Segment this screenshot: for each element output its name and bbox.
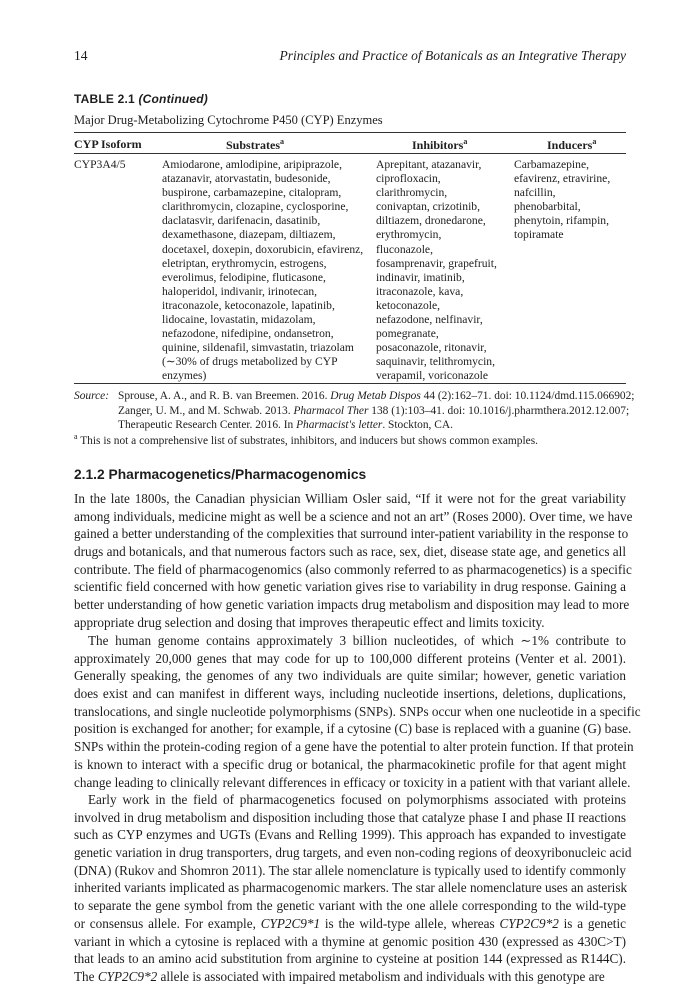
inhibitor-line: saquinavir, telithromycin, [376,355,495,369]
table-continued: (Continued) [138,92,208,106]
table-caption: Major Drug-Metabolizing Cytochrome P450 (CYP) Enzymes [74,113,383,127]
inhibitor-line: nefazodone, nelfinavir, [376,313,483,327]
inhibitor-line: ciprofloxacin, [376,172,441,186]
section-heading: 2.1.2 Pharmacogenetics/Pharmacogenomics [74,467,367,482]
inhibitor-line: pomegranate, [376,327,439,341]
inducer-line: nafcillin, [514,186,556,200]
paragraph-line: The CYP2C9*2 allele is associated with impaired metabolism and individuals with this genotype are [74,968,605,984]
inhibitor-line: fosamprenavir, grapefruit, [376,256,497,270]
substrate-line: nefazodone, nifedipine, ondansetron, [162,327,334,341]
table-top-rule [74,132,626,133]
inhibitor-line: fluconazole, [376,242,433,256]
paragraph-line: (DNA) (Rukov and Shomron 2011). The star allele nomenclature is typically used to identify commonly [74,862,626,878]
paragraph-line: contribute. The field of pharmacogenomics (also commonly referred to as pharmacogenetics) is a specific [74,561,632,577]
paragraph-line: such as CYP enzymes and UGTs (Evans and Relling 1999). This approach has expanded to investigate [74,827,626,843]
header-cyp-isoform: CYP Isoform [74,137,142,151]
substrate-line: eletriptan, erythromycin, estrogens, [162,256,327,270]
paragraph-line: that leads to an amino acid substitution from arginine to cysteine at position 144 (expressed as R144C). [74,951,626,967]
paragraph-line: better understanding of how genetic variation impacts drug metabolism and disposition may lead to more [74,597,630,613]
running-header [74,48,626,68]
paragraph-line: position is exchanged for another; for example, if a cytosine (C) base is replaced with a guanine (G) base. [74,721,632,737]
cell-inhibitors [376,158,497,384]
footnote-mark: a [74,432,78,441]
table-number: TABLE 2.1 [74,92,135,106]
inhibitor-line: ketoconazole, [376,298,441,312]
paragraph-line: change leading to clinically relevant differences in efficacy or toxicity in a patient with that variant allele. [74,774,631,790]
body-paragraph [74,791,632,986]
substrate-line: lidocaine, lovastatin, midazolam, [162,313,316,327]
substrate-line: daclatasvir, darifenacin, dasatinib, [162,214,321,228]
paragraph-line: In the late 1800s, the Canadian physician William Osler said, “If it were not for the great variability [74,491,626,506]
paragraph-line: gained a better understanding of the complexities that surround inter-patient variability in the response to [74,526,629,542]
inhibitor-line: posaconazole, ritonavir, [376,341,487,355]
paragraph-line: is known to interact with a specific drug or botanical, the pharmacokinetic profile for that agent might [74,756,626,772]
running-title: Principles and Practice of Botanicals as an Integrative Therapy [279,48,626,63]
paragraph-line: approximately 20,000 genes that may code for up to 100,000 different proteins (Venter et al. 2001). [74,650,626,666]
body-paragraph [74,490,633,632]
inhibitor-line: itraconazole, kava, [376,284,464,298]
table-footnote [74,432,538,447]
paragraph-line: translocations, and single nucleotide polymorphisms (SNPs). SNPs occur when one nucleotide in a specific [74,703,641,719]
table-label [74,92,208,106]
table-bottom-rule [74,383,626,384]
body-paragraph [74,632,641,791]
substrate-line: enzymes) [162,369,207,383]
cell-substrates [162,158,363,384]
substrate-line: itraconazole, ketoconazole, lapatinib, [162,298,335,312]
paragraph-line: inherited variants implicated as pharmacogenomic markers. The star allele nomenclature uses an asterisk [74,880,628,896]
table-header-rule [74,153,626,154]
paragraph-line: variant in which a cytosine is replaced with a thymine at genomic position 430 (expressed as 430C>T) [74,933,626,949]
inducer-line: phenobarbital, [514,200,581,214]
paragraph-line: appropriate drug selection and dosing that improves therapeutic effect and limits toxicity. [74,614,545,630]
inducer-line: phenytoin, rifampin, [514,214,609,228]
inhibitor-line: erythromycin, [376,228,442,242]
paragraph-line: does exist and can manifest in different ways, including nucleotide insertions, deletions, duplications, [74,686,626,702]
header-substrates: Substrates$^a$ [226,137,285,152]
paragraph-line: involved in drug metabolism and disposition including those that catalyze phase I and phase II reactions [74,809,626,825]
paragraph-line: to separate the gene symbol from the genetic variant with the one allele corresponding to the wild-type [74,898,626,914]
paragraph-line: drugs and botanicals, and that numerous factors such as race, sex, diet, disease state age, and genetics all [74,544,626,560]
inducer-line: topiramate [514,228,564,242]
cell-isoform: CYP3A4/5 [74,158,126,171]
inhibitor-line: conivaptan, crizotinib, [376,200,480,214]
substrate-line: everolimus, felodipine, fluticasone, [162,270,326,284]
cell-inducers [514,158,610,243]
substrate-line: atazanavir, atorvastatin, budesonide, [162,172,331,186]
footnote-text: This is not a comprehensive list of substrates, inhibitors, and inducers but shows common examples. [80,434,538,447]
substrate-line: buspirone, carbamazepine, citalopram, [162,186,342,200]
inhibitor-line: verapamil, voriconazole [376,369,489,383]
substrate-line: dexamethasone, diazepam, diltiazem, [162,228,336,242]
header-inducers: Inducers$^a$ [547,137,597,152]
paragraph-line: genetic variation in drug transporters, drug targets, and even non-coding regions of deoxyribonucleic acid [74,845,632,861]
paragraph-line: or consensus allele. For example, CYP2C9*1 is the wild-type allele, whereas CYP2C9*2 is a genetic [74,915,626,931]
inhibitor-line: clarithromycin, [376,186,448,200]
source-reference: Zanger, U. M., and M. Schwab. 2013. Pharmacol Ther 138 (1):103–41. doi: 10.1016/j.pharmthera.2012.12.007; [118,404,630,417]
header-inhibitors: Inhibitors$^a$ [412,137,468,152]
source-reference: Therapeutic Research Center. 2016. In Pharmacist's letter. Stockton, CA. [118,419,453,432]
inhibitor-line: diltiazem, dronedarone, [376,214,486,228]
inducer-line: efavirenz, etravirine, [514,172,611,186]
inhibitor-line: Aprepitant, atazanavir, [376,158,482,171]
substrate-line: quinine, sildenafil, simvastatin, triazolam [162,341,354,355]
substrate-line: (∼30% of drugs metabolized by CYP [162,355,338,369]
page-number: 14 [74,48,88,63]
paragraph-line: among individuals, medicine might as well be a science and not an art” (Roses 2000). Over time, we have [74,508,633,524]
inducer-line: Carbamazepine, [514,158,589,171]
source-label: Source: [74,390,110,402]
paragraph-line: Early work in the field of pharmacogenetics focused on polymorphisms associated with proteins [88,792,626,807]
paragraph-line: scientific field concerned with how genetic variation gives rise to variability in drug response. Gaining a [74,579,626,595]
substrate-line: docetaxel, doxepin, doxorubicin, efavirenz, [162,242,364,256]
substrate-line: Amiodarone, amlodipine, aripiprazole, [162,158,342,171]
substrate-line: haloperidol, indivanir, irinotecan, [162,284,318,298]
source-reference: Sprouse, A. A., and R. B. van Breemen. 2016. Drug Metab Dispos 44 (2):162–71. doi: 10.1124/dmd.115.066902; [118,390,635,402]
paragraph-line: Generally speaking, the genomes of any two individuals are quite similar; however, genetic variation [74,668,626,684]
paragraph-line: SNPs within the protein-coding region of a gene have the potential to alter protein function. If that protein [74,739,634,755]
paragraph-line: The human genome contains approximately 3 billion nucleotides, of which ∼1% contribute to [88,633,626,648]
source-text [118,389,634,433]
substrate-line: clarithromycin, clozapine, cyclosporine, [162,200,349,214]
inhibitor-line: indinavir, imatinib, [376,270,465,284]
